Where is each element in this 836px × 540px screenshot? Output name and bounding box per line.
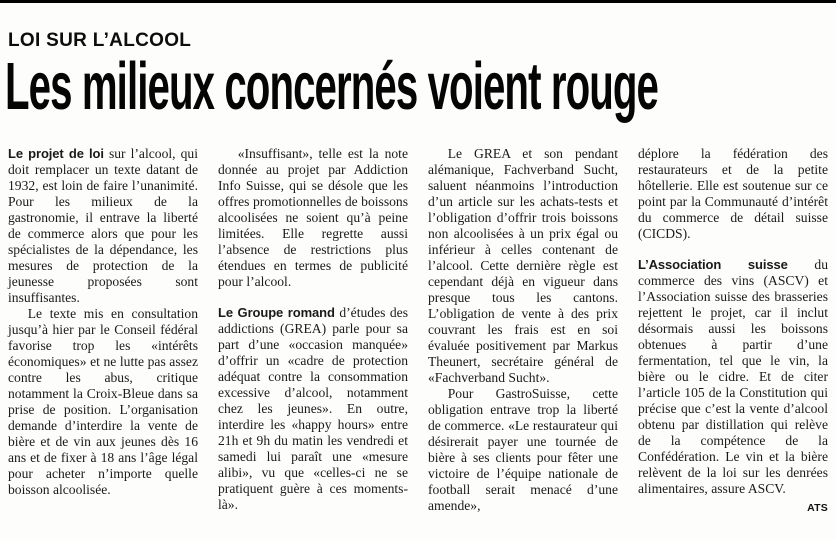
headline: Les milieux concernés voient rouge [5,49,659,124]
article-column-4 [638,146,828,516]
article-column-3 [428,146,618,516]
paragraph-lead: Le projet de loi [8,146,104,161]
paragraph: Le Groupe romand d’études des addictions (GREA) parle pour sa part d’une «occasion manquée» d’offrir un «cadre de protection adéquat contre la consommation excessive d’alcool, notamment chez les jeunes». En outre, interdire les «happy hours» entre 21h et 9h du matin les vendredi et samedi lui paraît une «mesure alibi», vu que «celles-ci ne se pratiquent guère à ces moments-là». [218,305,408,512]
wire-credit: ATS [807,502,828,514]
paragraph: «Insuffisant», telle est la note donnée au projet par Addiction Info Suisse, qui se désole que les offres promotionnelles de boissons alcoolisées ne soient qu’à peine limitées. Elle regrette aussi l’absence de restrictions plus étendues en termes de publicité pour l’alcool. [218,146,408,289]
article-columns [8,146,828,516]
paragraph: Le texte mis en consultation jusqu’à hier par le Conseil fédéral favorise trop les «intérêts économiques» et ne lutte pas assez contre les abus, critique notamment la Croix-Bleue dans sa prise de position. L’organisation demande d’interdire la vente de bière et de vin aux jeunes dès 16 ans et de fixer à 18 ans l’âge légal pour acheter n’importe quelle boisson alcoolisée. [8,306,198,497]
top-rule [0,0,836,3]
paragraph: Le GREA et son pendant alémanique, Fachverband Sucht, saluent néanmoins l’introduction d’un article sur les achats-tests et l’obligation d’offrir trois boissons non alcoolisées à un prix égal ou inférieur à celles contenant de l’alcool. Cette dernière règle est cependant déjà en vigueur dans presque tous les cantons. L’obligation de vente à des prix couvrant les frais est en soi évaluée positivement par Markus Theunert, secrétaire général de «Fachverband Sucht». [428,146,618,385]
article-column-1 [8,146,198,516]
article-column-2 [218,146,408,516]
paragraph: déplore la fédération des restaurateurs et de la petite hôtellerie. Elle est soutenue sur ce point par la Communauté d’intérêt du commerce de détail suisse (CICDS). [638,146,828,241]
paragraph: Le projet de loi sur l’alcool, qui doit remplacer un texte datant de 1932, est loin de faire l’unanimité. Pour les milieux de la gastronomie, il entrave la liberté de commerce alors que pour les spécialistes de la dépendance, les mesures de protection de la jeunesse proposées sont insuffisantes. [8,146,198,305]
kicker: LOI SUR L’ALCOOL [8,30,192,51]
paragraph: Pour GastroSuisse, cette obligation entrave trop la liberté de commerce. «Le restaurateur qui désirerait payer une tournée de bière à ses clients pour fêter une victoire de l’équipe nationale de football serait menacé d’une amende», [428,386,618,513]
paragraph-lead: Le Groupe romand [218,305,335,320]
paragraph-lead: L’Association suisse [638,257,788,272]
paragraph: L’Association suisse du commerce des vins (ASCV) et l’Association suisse des brasseries rejettent le projet, car il inclut désormais aussi les boissons obtenues à partir d’une fermentation, tel que le vin, la bière ou le cidre. Et de citer l’article 105 de la Constitution qui précise que c’est la vente d’alcool obtenu par distillation qui relève de la compétence de la Confédération. Le vin et la bière relèvent de la loi sur les denrées alimentaires, assure ASCV. [638,257,828,496]
